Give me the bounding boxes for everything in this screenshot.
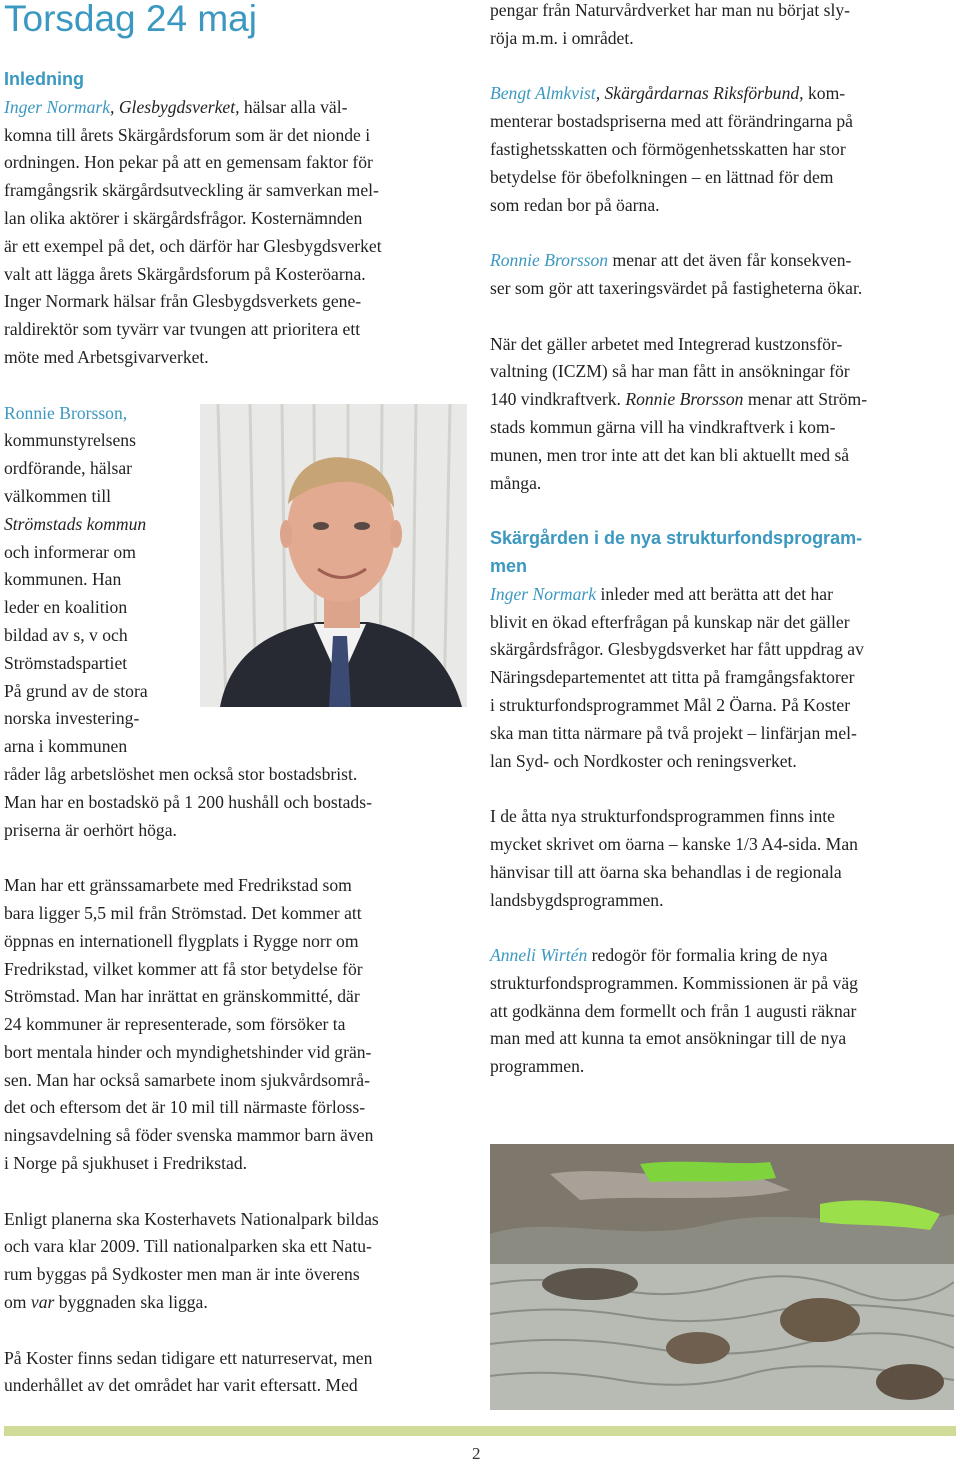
nationalpark-paragraph: Enligt planerna ska Kosterhavets Nationalpark bildas och vara klar 2009. Till nationalparken ska ett Natu- rum byggas på Sydkoster men man är inte överens om var byggnaden ska ligga. bbox=[4, 1208, 379, 1313]
a4-paragraph: I de åtta nya strukturfondsprogrammen finns inte mycket skrivet om öarna – kanske 1/3 A4-sida. Man hänvisar till att öarna ska behandlas i de regionala landsbygdsprogrammen. bbox=[490, 806, 858, 910]
section-heading-strukturfond: Skärgården i de nya strukturfondsprogram- men bbox=[490, 528, 863, 576]
portrait-illustration bbox=[200, 404, 467, 707]
page-title: Torsdag 24 maj bbox=[4, 0, 257, 39]
speaker-name: Inger Normark bbox=[4, 96, 111, 117]
shoreline-illustration bbox=[490, 1144, 954, 1410]
border-cooperation-paragraph: Man har ett gränssamarbete med Fredrikstad som bara ligger 5,5 mil från Strömstad. Det kommer att öppnas en internationell flygplats i Rygge norr om Fredrikstad, vilket kommer att få stor betydelse för Strömstad. Man har inrättat en gränskommitté, där 24 kommuner är representerade, som försöker ta bort mentala hinder och myndighetshinder vid grän- sen. Man har också samarbete inom sjukvårdsområ- det och eftersom det är 10 mil till närmaste förloss- ningsavdelning så föder svenska mammor barn även i Norge på sjukhuset i Fredrikstad. bbox=[4, 875, 374, 1174]
footer-rule bbox=[4, 1426, 956, 1436]
speaker-name: Inger Normark bbox=[490, 583, 597, 604]
naturreservat-paragraph: På Koster finns sedan tidigare ett naturreservat, men underhållet av det området har varit eftersatt. Med bbox=[4, 1347, 373, 1396]
taxering-paragraph: Ronnie Brorsson menar att det även får konsekven- ser som gör att taxeringsvärdet på fastigheterna ökar. bbox=[490, 250, 863, 298]
continued-paragraph: pengar från Naturvårdverket har man nu börjat sly- röja m.m. i området. bbox=[490, 0, 851, 48]
landscape-photo bbox=[490, 1144, 954, 1410]
page-number: 2 bbox=[472, 1444, 481, 1463]
speaker-name: Bengt Almkvist bbox=[490, 83, 596, 104]
intro-paragraph: Inger Normark, Glesbygdsverket, hälsar alla väl- komna till årets Skärgårdsforum som är det nionde i ordningen. Hon pekar på att en gemensam faktor för framgångsrik skärgårdsutveckling är samverkan mel- lan olika aktörer i skärgårdsfrågor. Kosternämnden är ett exempel på det, och därför har Glesbygdsverket valt att lägga årets Skärgårdsforum på Kosteröarna. Inger Normark hälsar från Glesbygdsverkets gene- raldirektör som tyvärr var tvungen att prioritera ett möte med Arbetsgivarverket. bbox=[4, 96, 382, 367]
section-heading-inledning: Inledning bbox=[4, 69, 84, 89]
almkvist-paragraph: Bengt Almkvist, Skärgårdarnas Riksförbund, kom- menterar bostadspriserna med att förändringarna på fastighetsskatten och förmögenhetsskatten har stor betydelse för öbefolkningen – en lättnad för dem som redan bor på öarna. bbox=[490, 83, 853, 215]
brorsson-paragraph: Ronnie Brorsson, kommunstyrelsens ordförande, hälsar välkommen till Strömstads kommun och informerar om kommunen. Han leder en koalition bildad av s, v och Strömstadspartiet På grund av de stora norska investering- arna i kommunen råder låg arbetslöshet men också stor bostadsbrist. Man har en bostadskö på 1 200 hushåll och bostads- priserna är oerhört höga. bbox=[4, 402, 372, 840]
normark-strukturfond-paragraph: Inger Normark inleder med att berätta att det har blivit en ökad efterfrågan på kunskap när det gäller skärgårdsfrågor. Glesbygdsverket har fått uppdrag av Näringsdepartementet att titta på framgångsfaktorer i strukturfondsprogrammet Mål 2 Öarna. På Koster ska man titta närmare på två projekt – linfärjan mel- lan Syd- och Nordkoster och reningsverket. bbox=[490, 583, 864, 771]
portrait-photo bbox=[200, 404, 467, 707]
wirten-paragraph: Anneli Wirtén redogör för formalia kring de nya strukturfondsprogrammen. Kommissionen är på väg att godkänna dem formellt och från 1 augusti räknar man med att kunna ta emot ansökningar till de nya programmen. bbox=[490, 945, 858, 1077]
left-column bbox=[4, 66, 472, 1400]
speaker-name: Ronnie Brorsson bbox=[490, 250, 609, 271]
right-column bbox=[490, 0, 956, 1081]
speaker-name: Ronnie Brorsson bbox=[4, 402, 123, 423]
speaker-name: Anneli Wirtén bbox=[490, 945, 588, 966]
iczm-paragraph: När det gäller arbetet med Integrerad kustzonsför- valtning (ICZM) så har man fått in ansökningar för 140 vindkraftverk. Ronnie Brorsson menar att Ström- stads kommun gärna vill ha vindkraftverk i kom- munen, men tror inte att det kan bli aktuellt med så många. bbox=[490, 333, 868, 493]
